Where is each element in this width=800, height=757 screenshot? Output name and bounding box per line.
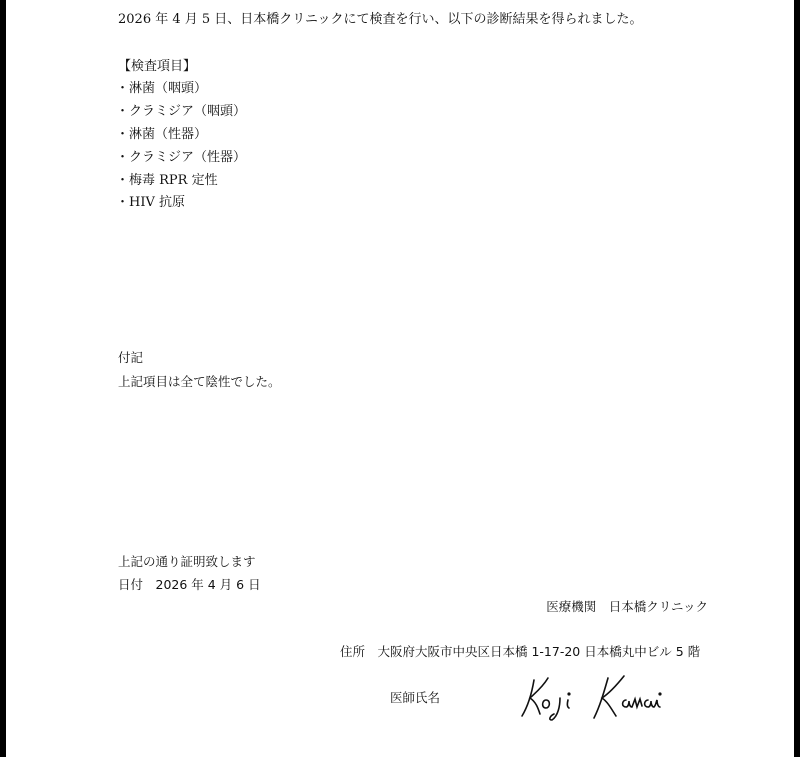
address: 住所 大阪府大阪市中央区日本橋 1-17-20 日本橋丸中ビル 5 階 <box>340 644 701 659</box>
test-item: ・淋菌（性器） <box>116 127 208 142</box>
test-item: ・淋菌（咽頭） <box>116 81 208 96</box>
institution: 医療機関 日本橋クリニック <box>546 599 708 614</box>
certification-date: 日付 2026 年 4 月 6 日 <box>118 577 261 592</box>
doctor-signature <box>520 672 690 722</box>
tests-heading: 【検査項目】 <box>118 59 197 74</box>
intro-text: 2026 年 4 月 5 日、日本橋クリニックにて検査を行い、以下の診断結果を得られました。 <box>118 12 643 27</box>
test-item: ・梅毒 RPR 定性 <box>116 173 218 188</box>
certification-statement: 上記の通り証明致します <box>118 554 256 569</box>
test-item: ・HIV 抗原 <box>116 195 185 210</box>
test-item: ・クラミジア（咽頭） <box>116 104 247 119</box>
note-text: 上記項目は全て陰性でした。 <box>118 374 281 389</box>
test-item: ・クラミジア（性器） <box>116 150 247 165</box>
note-heading: 付記 <box>118 350 144 365</box>
doctor-label: 医師氏名 <box>390 690 441 705</box>
document-page <box>6 0 794 757</box>
